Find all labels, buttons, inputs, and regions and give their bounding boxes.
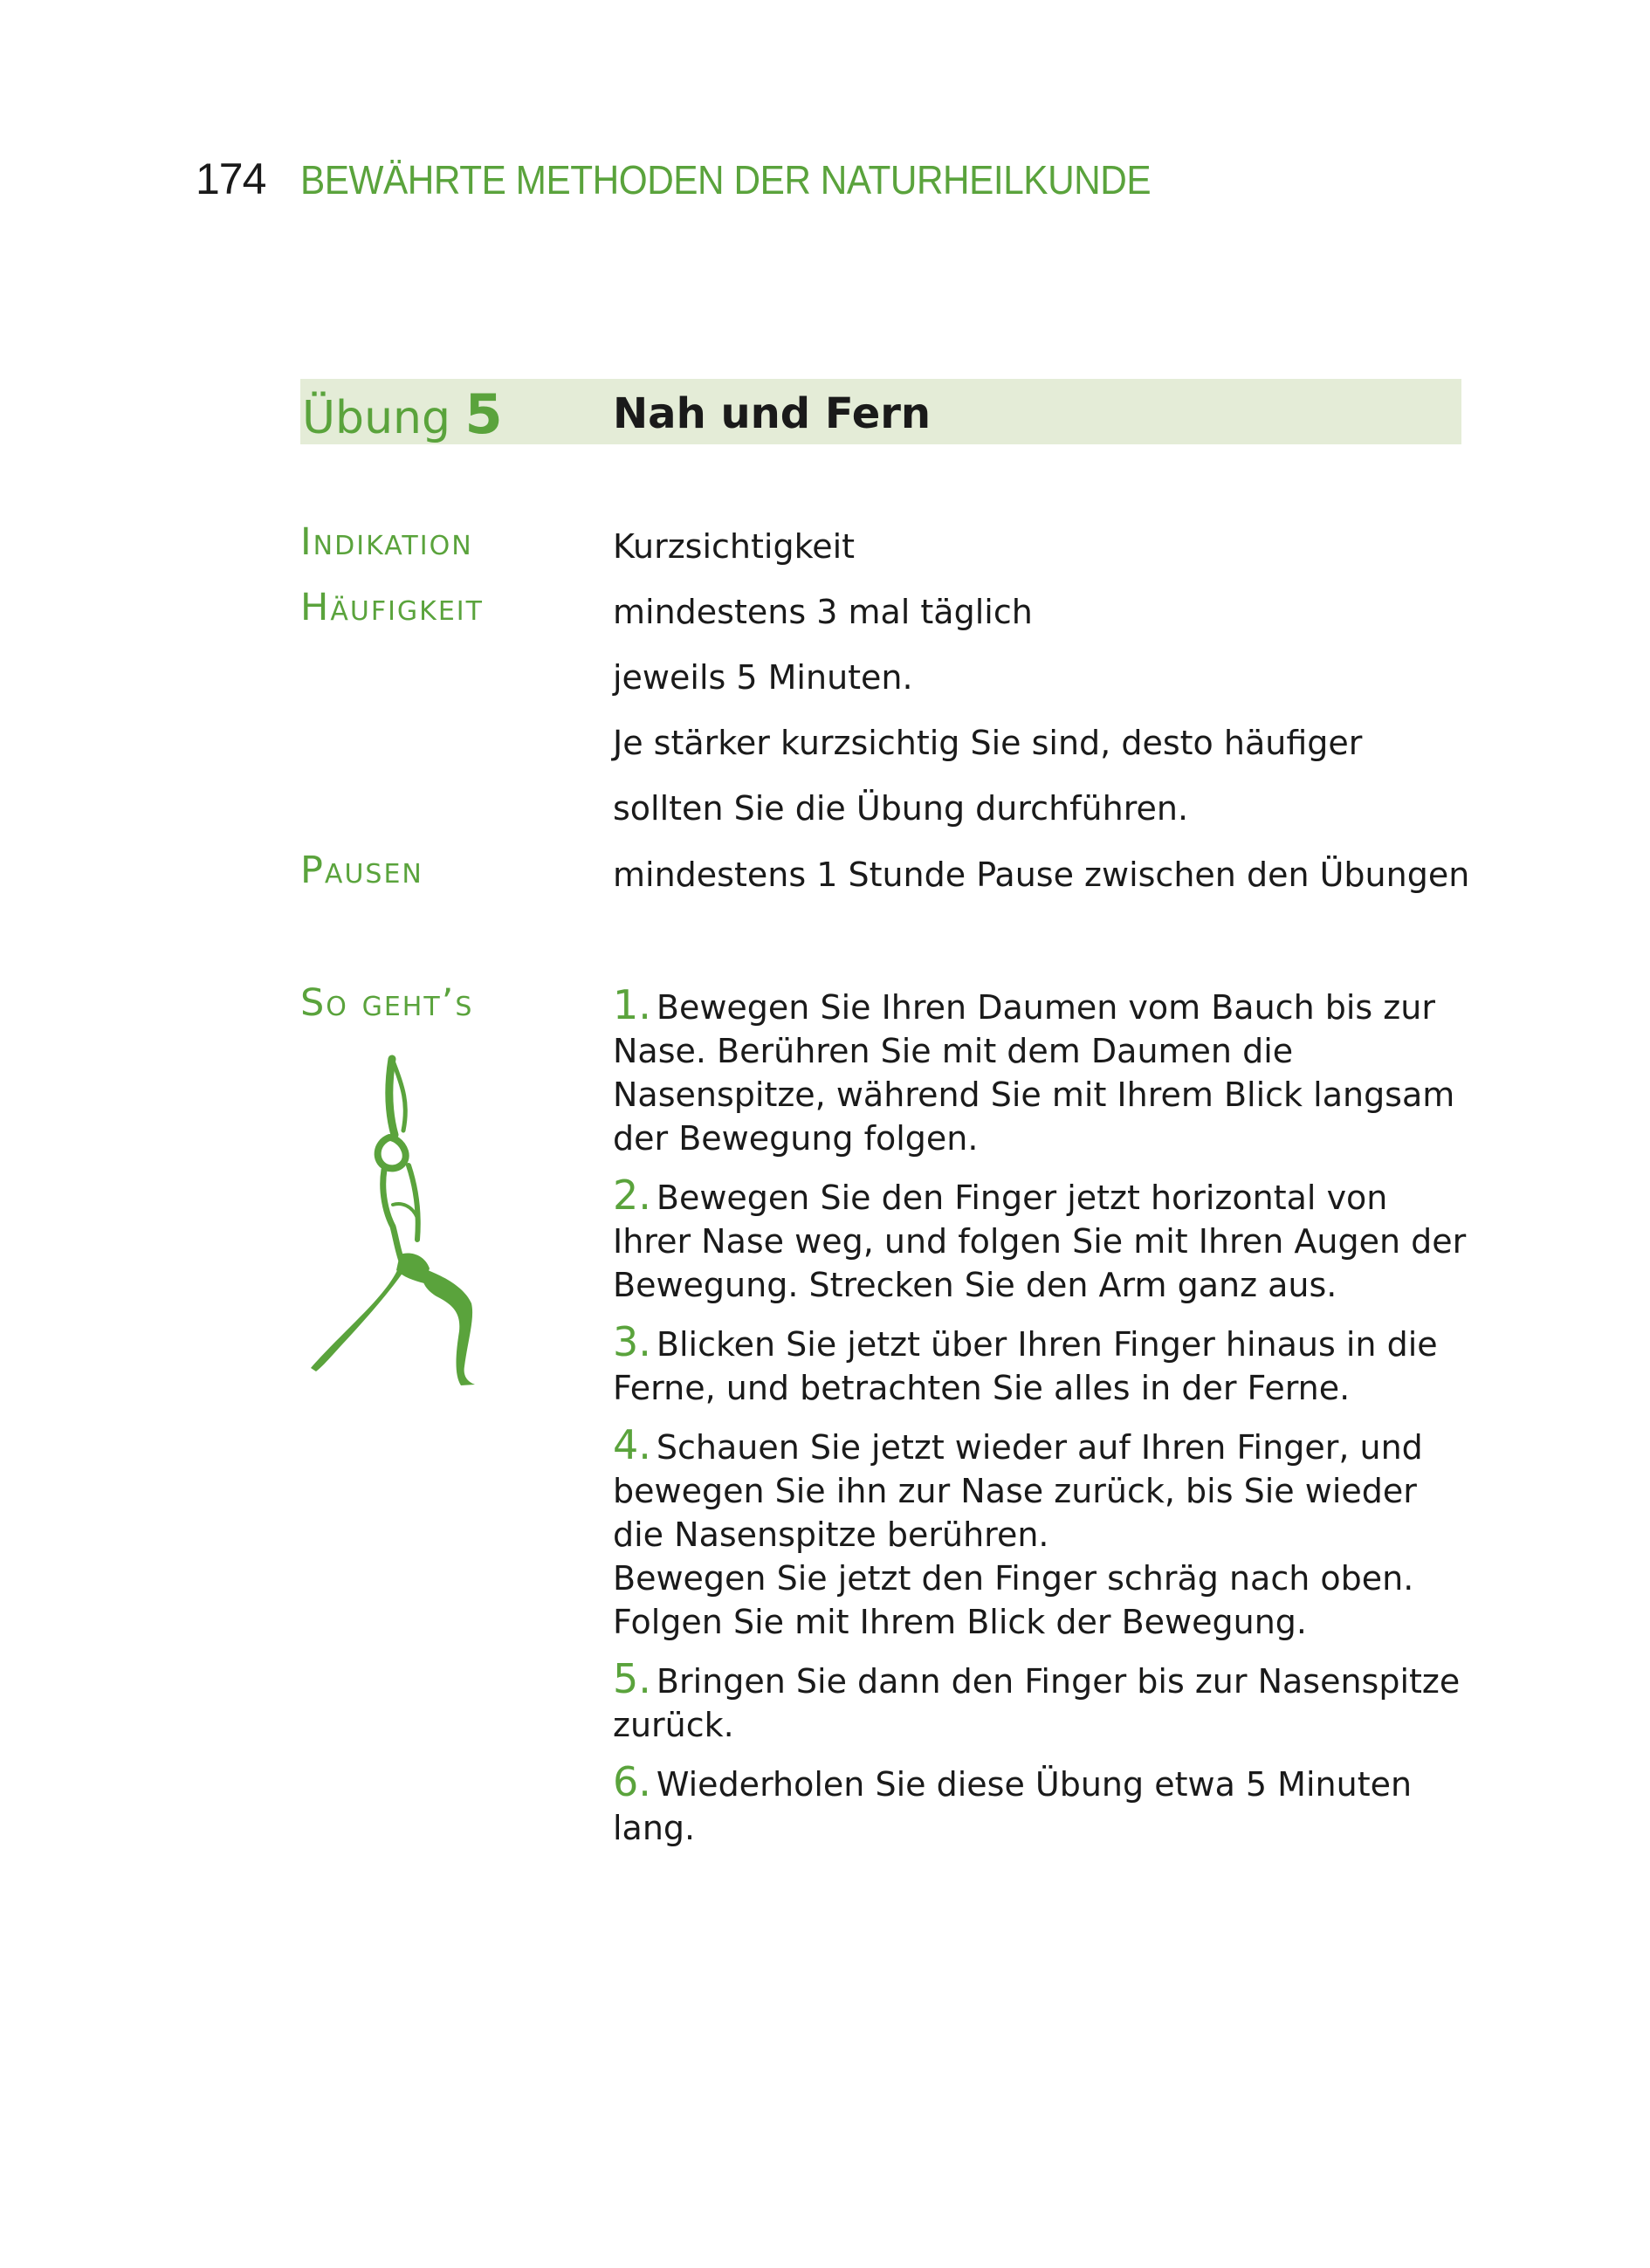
pausen-value: mindestens 1 Stunde Pause zwischen den Übungen: [613, 856, 1470, 894]
yoga-figure-illustration: [306, 1052, 493, 1388]
step-item: [613, 1657, 1468, 1747]
pausen-label: Pausen: [300, 849, 423, 892]
haeufigkeit-label: Häufigkeit: [300, 586, 484, 629]
step-text: Wiederholen Sie diese Übung etwa 5 Minuten lang.: [613, 1765, 1413, 1847]
indikation-value: Kurzsichtigkeit: [613, 527, 856, 566]
step-text: Bewegen Sie den Finger jetzt horizontal von Ihrer Nase weg, und folgen Sie mit Ihren Augen der Bewegung. Strecken Sie den Arm ganz aus.: [613, 1179, 1467, 1304]
step-text: Bewegen Sie Ihren Daumen vom Bauch bis zur Nase. Berühren Sie mit dem Daumen die Nasenspitze, während Sie mit Ihrem Blick langsam der Bewegung folgen.: [613, 988, 1455, 1158]
haeufigkeit-line: jeweils 5 Minuten.: [613, 658, 913, 697]
haeufigkeit-line: Je stärker kurzsichtig Sie sind, desto häufiger: [613, 724, 1363, 762]
exercise-word: Übung: [302, 392, 450, 444]
steps-list: [613, 983, 1468, 1863]
indikation-label: Indikation: [300, 520, 473, 564]
step-item: [613, 1760, 1468, 1850]
step-number: 5.: [613, 1655, 651, 1702]
step-item: [613, 1423, 1468, 1644]
step-number: 4.: [613, 1421, 651, 1468]
haeufigkeit-line: mindestens 3 mal täglich: [613, 593, 1033, 631]
haeufigkeit-line: sollten Sie die Übung durchführen.: [613, 789, 1189, 828]
step-number: 6.: [613, 1758, 651, 1805]
step-text: Bringen Sie dann den Finger bis zur Nasenspitze zurück.: [613, 1662, 1461, 1744]
step-item: [613, 1320, 1468, 1410]
exercise-title: Nah und Fern: [613, 389, 932, 438]
exercise-title-bar: [300, 379, 1461, 444]
step-text: Schauen Sie jetzt wieder auf Ihren Finger, und bewegen Sie ihn zur Nase zurück, bis Sie wieder die Nasenspitze berühren.: [613, 1428, 1423, 1554]
exercise-number: 5: [464, 382, 503, 446]
running-header: [196, 154, 1225, 204]
exercise-label: [302, 382, 503, 446]
step-text-continued: Bewegen Sie jetzt den Finger schräg nach oben. Folgen Sie mit Ihrem Blick der Bewegung.: [613, 1559, 1414, 1641]
step-item: [613, 1173, 1468, 1307]
page-number: 174: [196, 155, 266, 203]
step-number: 1.: [613, 981, 651, 1028]
step-item: [613, 983, 1468, 1160]
step-number: 3.: [613, 1318, 651, 1365]
step-number: 2.: [613, 1172, 651, 1219]
running-title: BEWÄHRTE METHODEN DER NATURHEILKUNDE: [300, 157, 1152, 203]
step-text: Blicken Sie jetzt über Ihren Finger hinaus in die Ferne, und betrachten Sie alles in der Ferne.: [613, 1325, 1438, 1407]
so-gehts-label: So geht’s: [300, 981, 474, 1025]
